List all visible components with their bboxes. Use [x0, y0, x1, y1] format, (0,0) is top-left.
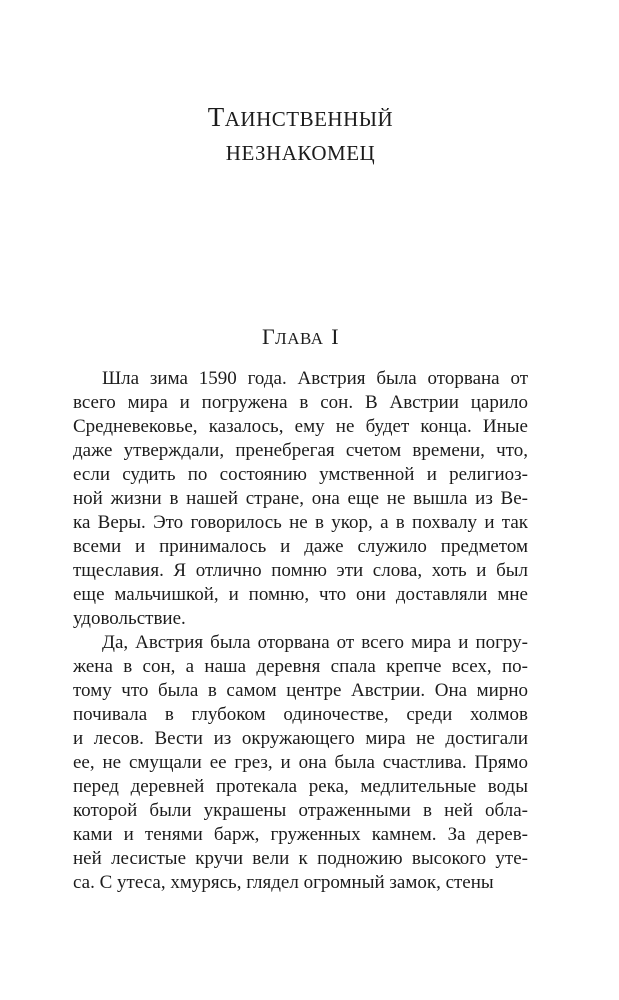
text-line: ее, не смущали ее грез, и она была счастлива. Прямо	[73, 752, 528, 773]
text-line: всего мира и погружена в сон. В Австрии царило	[73, 392, 528, 413]
text-line: Да, Австрия была оторвана от всего мира и погру-	[102, 632, 528, 653]
text-line: даже утверждали, пренебрегая счетом времени, что,	[73, 440, 528, 461]
text-line: Шла зима 1590 года. Австрия была оторвана от	[102, 368, 528, 389]
text-line: почивала в глубоком одиночестве, среди холмов	[73, 704, 528, 725]
book-title	[73, 100, 528, 170]
text-line: са. С утеса, хмурясь, глядел огромный замок, стены	[73, 872, 494, 893]
chapter-heading	[73, 324, 528, 352]
text-column	[73, 100, 528, 895]
text-line: которой были украшены отраженными в ней обла-	[73, 800, 528, 821]
text-line: жена в сон, а наша деревня спала крепче всех, по-	[73, 656, 528, 677]
text-line: и лесов. Вести из окружающего мира не достигали	[73, 728, 528, 749]
paragraph	[73, 631, 528, 895]
text-line: тщеславия. Я отлично помню эти слова, хоть и был	[73, 560, 528, 581]
text-line: Средневековье, казалось, ему не будет конца. Иные	[73, 416, 528, 437]
text-line: тому что была в самом центре Австрии. Она мирно	[73, 680, 528, 701]
text-line: удовольствие.	[73, 608, 186, 629]
title-line-1-rest: АИНСТВЕННЫЙ	[224, 107, 394, 131]
text-line: ной жизни в нашей стране, она еще не вышла из Ве-	[73, 488, 528, 509]
title-line-1	[73, 100, 528, 136]
text-line: ка Веры. Это говорилось не в укор, а в похвалу и так	[73, 512, 528, 533]
text-line: ней лесистые кручи вели к подножию высокого уте-	[73, 848, 528, 869]
text-line: ками и тенями барж, груженных камнем. За дерев-	[73, 824, 528, 845]
title-line-2: НЕЗНАКОМЕЦ	[225, 141, 376, 165]
text-line: если судить по состоянию умственной и религиоз-	[73, 464, 528, 485]
chapter-initial: Г	[261, 324, 276, 349]
body-text	[73, 367, 528, 895]
chapter-rest: ЛАВА	[275, 329, 324, 348]
text-line: всеми и принималось и даже служило предметом	[73, 536, 528, 557]
chapter-numeral: I	[331, 324, 340, 349]
text-line: еще мальчишкой, и помню, что они доставляли мне	[73, 584, 528, 605]
paragraph	[73, 367, 528, 631]
text-line: перед деревней протекала река, медлительные воды	[73, 776, 528, 797]
title-initial: Т	[207, 102, 225, 132]
